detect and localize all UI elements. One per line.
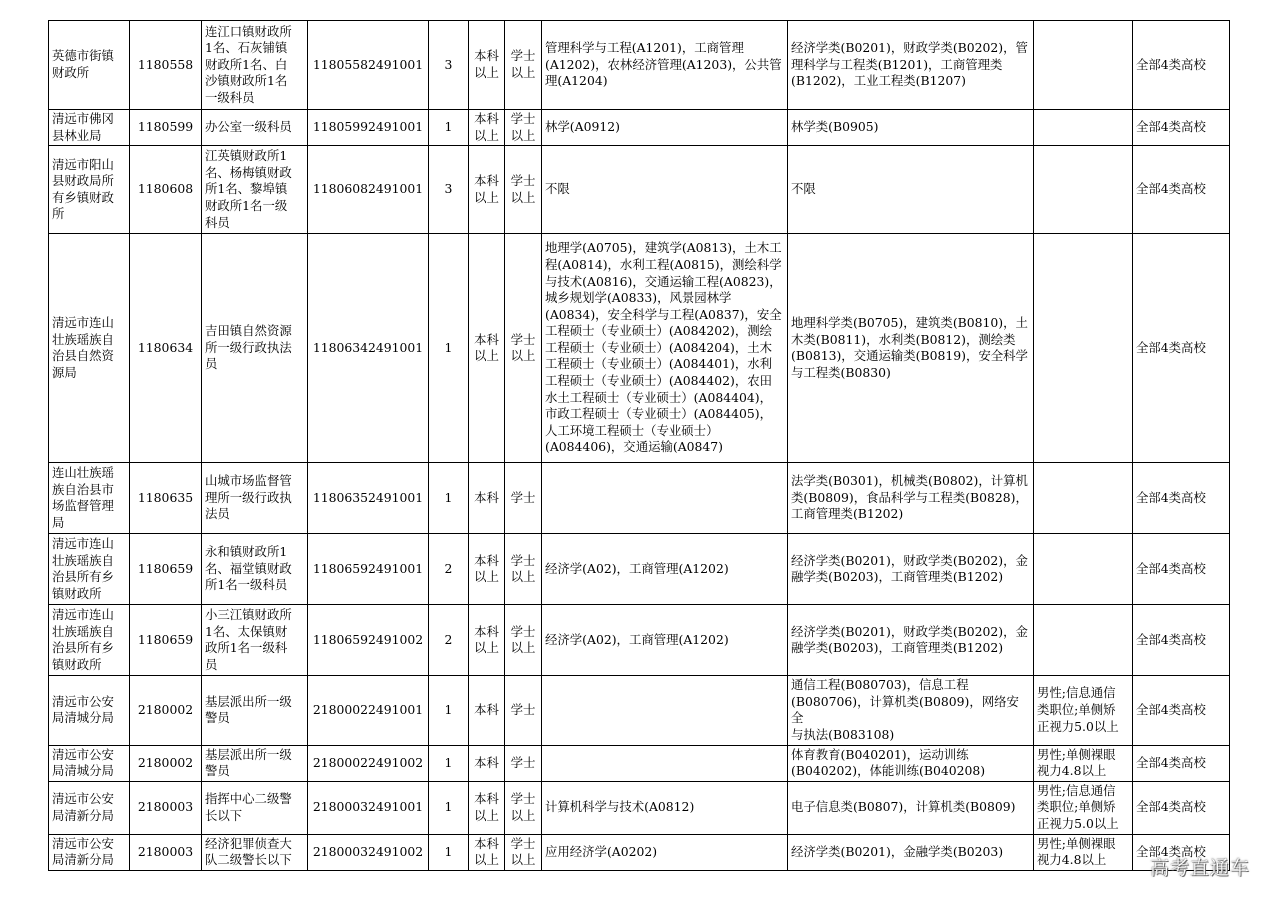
position-code-cell: 21800022491002: [308, 745, 429, 781]
dept-cell: 清远市连山 壮族瑶族自 治县所有乡 镇财政所: [49, 605, 130, 676]
college-type-cell: 全部4类高校: [1133, 781, 1230, 834]
education-cell: 本科 以上: [469, 21, 505, 110]
position-code-cell: 11805582491001: [308, 21, 429, 110]
count-cell: 3: [429, 146, 469, 234]
position-cell: 山城市场监督管 理所一级行政执 法员: [202, 463, 308, 534]
education-cell: 本科 以上: [469, 234, 505, 463]
count-cell: 3: [429, 21, 469, 110]
position-cell: 江英镇财政所1 名、杨梅镇财政 所1名、黎埠镇 财政所1名一级 科员: [202, 146, 308, 234]
other-requirements-cell: [1034, 110, 1133, 146]
position-cell: 基层派出所一级 警员: [202, 676, 308, 745]
other-requirements-cell: [1034, 463, 1133, 534]
postgrad-major-cell: 经济学(A02)，工商管理(A1202): [542, 605, 788, 676]
count-cell: 2: [429, 605, 469, 676]
dept-cell: 清远市连山 壮族瑶族自 治县自然资 源局: [49, 234, 130, 463]
postgrad-major-cell: 计算机科学与技术(A0812): [542, 781, 788, 834]
college-type-cell: 全部4类高校: [1133, 745, 1230, 781]
postgrad-major-cell: 应用经济学(A0202): [542, 834, 788, 870]
table-row: [49, 534, 1230, 605]
dept-cell: 清远市公安 局清新分局: [49, 781, 130, 834]
dept-code-cell: 2180003: [130, 834, 202, 870]
count-cell: 1: [429, 463, 469, 534]
postgrad-major-cell: 地理学(A0705)，建筑学(A0813)，土木工 程(A0814)，水利工程(A0815)，测绘科学 与技术(A0816)，交通运输工程(A0823)， 城乡规划学(A0833)，风景园林学 (A0834)，安全科学与工程(A0837)，安全 工程硕士（专业硕士）(A084202)，测绘 工程硕士（专业硕士）(A084204)，土木 工程硕士（专业硕士）(A084401)，水利 工程硕士（专业硕士）(A084402)，农田 水土工程硕士（专业硕士）(A084404)， 市政工程硕士（专业硕士）(A084405)， 人工环境工程硕士（专业硕士） (A084406)，交通运输(A0847): [542, 234, 788, 463]
dept-code-cell: 1180634: [130, 234, 202, 463]
undergrad-major-cell: 通信工程(B080703)，信息工程 (B080706)，计算机类(B0809)，网络安全 与执法(B083108): [788, 676, 1034, 745]
table-row: [49, 21, 1230, 110]
other-requirements-cell: [1034, 534, 1133, 605]
position-cell: 办公室一级科员: [202, 110, 308, 146]
dept-code-cell: 1180635: [130, 463, 202, 534]
position-code-cell: 11806082491001: [308, 146, 429, 234]
count-cell: 2: [429, 534, 469, 605]
degree-cell: 学士 以上: [505, 781, 542, 834]
degree-cell: 学士 以上: [505, 21, 542, 110]
education-cell: 本科 以上: [469, 110, 505, 146]
degree-cell: 学士: [505, 676, 542, 745]
table-row: [49, 146, 1230, 234]
education-cell: 本科 以上: [469, 834, 505, 870]
dept-code-cell: 1180608: [130, 146, 202, 234]
position-cell: 指挥中心二级警 长以下: [202, 781, 308, 834]
college-type-cell: 全部4类高校: [1133, 534, 1230, 605]
dept-code-cell: 2180002: [130, 676, 202, 745]
other-requirements-cell: 男性;信息通信 类职位;单侧矫 正视力5.0以上: [1034, 781, 1133, 834]
position-cell: 基层派出所一级 警员: [202, 745, 308, 781]
dept-code-cell: 2180003: [130, 781, 202, 834]
undergrad-major-cell: 经济学类(B0201)，金融学类(B0203): [788, 834, 1034, 870]
college-type-cell: 全部4类高校: [1133, 234, 1230, 463]
college-type-cell: 全部4类高校: [1133, 834, 1230, 870]
dept-cell: 清远市公安 局清城分局: [49, 676, 130, 745]
education-cell: 本科 以上: [469, 605, 505, 676]
table-row: [49, 781, 1230, 834]
dept-code-cell: 1180558: [130, 21, 202, 110]
position-code-cell: 11806592491002: [308, 605, 429, 676]
degree-cell: 学士 以上: [505, 605, 542, 676]
college-type-cell: 全部4类高校: [1133, 21, 1230, 110]
undergrad-major-cell: 电子信息类(B0807)，计算机类(B0809): [788, 781, 1034, 834]
education-cell: 本科 以上: [469, 146, 505, 234]
postgrad-major-cell: 管理科学与工程(A1201)，工商管理 (A1202)，农林经济管理(A1203)，公共管 理(A1204): [542, 21, 788, 110]
undergrad-major-cell: 经济学类(B0201)，财政学类(B0202)，金 融学类(B0203)，工商管理类(B1202): [788, 605, 1034, 676]
education-cell: 本科: [469, 463, 505, 534]
dept-code-cell: 1180659: [130, 605, 202, 676]
education-cell: 本科: [469, 676, 505, 745]
other-requirements-cell: [1034, 146, 1133, 234]
dept-cell: 清远市佛冈 县林业局: [49, 110, 130, 146]
undergrad-major-cell: 经济学类(B0201)，财政学类(B0202)，金 融学类(B0203)，工商管理类(B1202): [788, 534, 1034, 605]
education-cell: 本科 以上: [469, 781, 505, 834]
count-cell: 1: [429, 781, 469, 834]
degree-cell: 学士 以上: [505, 534, 542, 605]
position-cell: 小三江镇财政所 1名、太保镇财 政所1名一级科 员: [202, 605, 308, 676]
dept-code-cell: 2180002: [130, 745, 202, 781]
other-requirements-cell: 男性;单侧裸眼 视力4.8以上: [1034, 745, 1133, 781]
position-code-cell: 11805992491001: [308, 110, 429, 146]
dept-cell: 连山壮族瑶 族自治县市 场监督管理 局: [49, 463, 130, 534]
degree-cell: 学士: [505, 745, 542, 781]
dept-code-cell: 1180599: [130, 110, 202, 146]
degree-cell: 学士: [505, 463, 542, 534]
dept-cell: 清远市公安 局清新分局: [49, 834, 130, 870]
degree-cell: 学士 以上: [505, 110, 542, 146]
other-requirements-cell: [1034, 21, 1133, 110]
count-cell: 1: [429, 834, 469, 870]
postgrad-major-cell: [542, 745, 788, 781]
position-cell: 吉田镇自然资源 所一级行政执法 员: [202, 234, 308, 463]
dept-cell: 英德市街镇 财政所: [49, 21, 130, 110]
position-code-cell: 11806342491001: [308, 234, 429, 463]
degree-cell: 学士 以上: [505, 146, 542, 234]
table-row: [49, 605, 1230, 676]
dept-code-cell: 1180659: [130, 534, 202, 605]
college-type-cell: 全部4类高校: [1133, 146, 1230, 234]
position-cell: 永和镇财政所1 名、福堂镇财政 所1名一级科员: [202, 534, 308, 605]
dept-cell: 清远市连山 壮族瑶族自 治县所有乡 镇财政所: [49, 534, 130, 605]
count-cell: 1: [429, 234, 469, 463]
college-type-cell: 全部4类高校: [1133, 110, 1230, 146]
college-type-cell: 全部4类高校: [1133, 463, 1230, 534]
postgrad-major-cell: 经济学(A02)，工商管理(A1202): [542, 534, 788, 605]
count-cell: 1: [429, 676, 469, 745]
position-code-cell: 11806592491001: [308, 534, 429, 605]
table-row: [49, 834, 1230, 870]
postgrad-major-cell: 林学(A0912): [542, 110, 788, 146]
count-cell: 1: [429, 745, 469, 781]
postgrad-major-cell: [542, 463, 788, 534]
position-cell: 经济犯罪侦查大 队二级警长以下: [202, 834, 308, 870]
table-row: [49, 110, 1230, 146]
position-cell: 连江口镇财政所 1名、石灰铺镇 财政所1名、白 沙镇财政所1名 一级科员: [202, 21, 308, 110]
position-code-cell: 21800032491001: [308, 781, 429, 834]
undergrad-major-cell: 法学类(B0301)，机械类(B0802)，计算机 类(B0809)，食品科学与工程类(B0828)， 工商管理类(B1202): [788, 463, 1034, 534]
education-cell: 本科 以上: [469, 534, 505, 605]
count-cell: 1: [429, 110, 469, 146]
position-code-cell: 21800032491002: [308, 834, 429, 870]
degree-cell: 学士 以上: [505, 834, 542, 870]
watermark: 高考直通车: [1149, 857, 1250, 879]
undergrad-major-cell: 地理科学类(B0705)，建筑类(B0810)，土 木类(B0811)，水利类(B0812)，测绘类 (B0813)，交通运输类(B0819)，安全科学 与工程类(B0830): [788, 234, 1034, 463]
undergrad-major-cell: 经济学类(B0201)，财政学类(B0202)，管 理科学与工程类(B1201)，工商管理类 (B1202)，工业工程类(B1207): [788, 21, 1034, 110]
positions-table-body: [49, 21, 1230, 871]
college-type-cell: 全部4类高校: [1133, 605, 1230, 676]
table-row: [49, 745, 1230, 781]
table-row: [49, 676, 1230, 745]
position-code-cell: 11806352491001: [308, 463, 429, 534]
postgrad-major-cell: [542, 676, 788, 745]
other-requirements-cell: 男性;单侧裸眼 视力4.8以上: [1034, 834, 1133, 870]
postgrad-major-cell: 不限: [542, 146, 788, 234]
other-requirements-cell: [1034, 234, 1133, 463]
table-row: [49, 234, 1230, 463]
position-code-cell: 21800022491001: [308, 676, 429, 745]
undergrad-major-cell: 林学类(B0905): [788, 110, 1034, 146]
undergrad-major-cell: 不限: [788, 146, 1034, 234]
other-requirements-cell: [1034, 605, 1133, 676]
other-requirements-cell: 男性;信息通信 类职位;单侧矫 正视力5.0以上: [1034, 676, 1133, 745]
dept-cell: 清远市阳山 县财政局所 有乡镇财政 所: [49, 146, 130, 234]
education-cell: 本科: [469, 745, 505, 781]
positions-table: [48, 20, 1230, 871]
degree-cell: 学士 以上: [505, 234, 542, 463]
college-type-cell: 全部4类高校: [1133, 676, 1230, 745]
table-row: [49, 463, 1230, 534]
dept-cell: 清远市公安 局清城分局: [49, 745, 130, 781]
undergrad-major-cell: 体育教育(B040201)，运动训练 (B040202)，体能训练(B040208): [788, 745, 1034, 781]
